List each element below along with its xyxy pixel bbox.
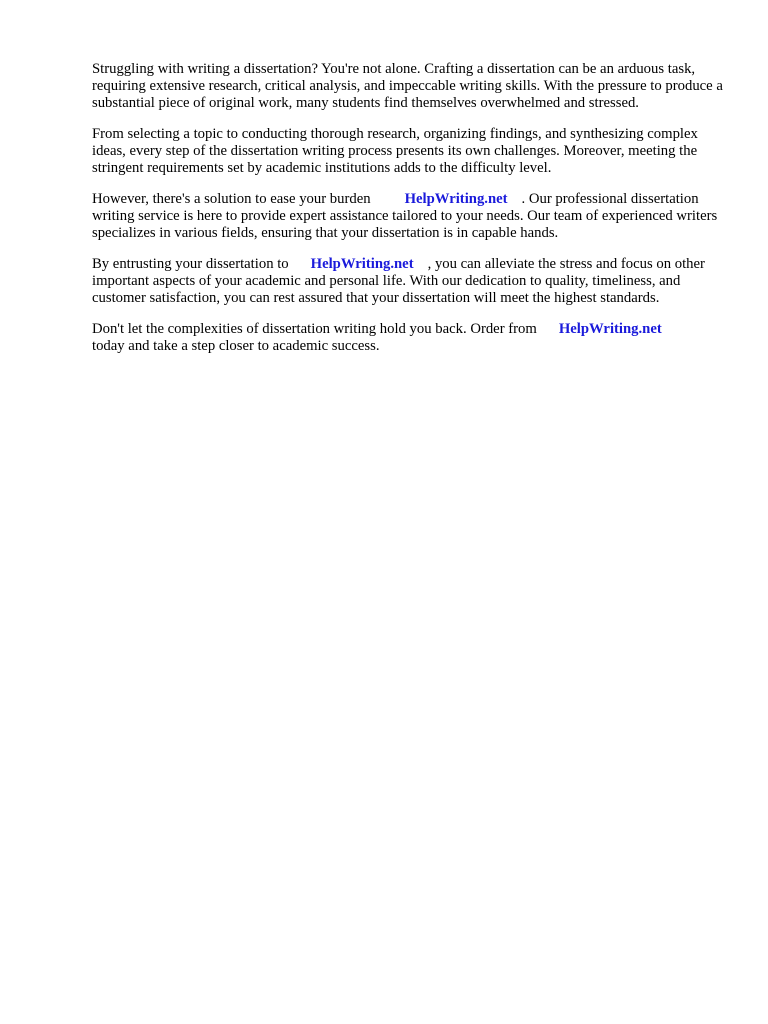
helpwriting-link-1[interactable]: HelpWriting.net [404, 191, 508, 207]
helpwriting-link-2[interactable]: HelpWriting.net [310, 256, 414, 272]
paragraph-solution-text-before: However, there's a solution to ease your burden [92, 191, 371, 207]
paragraph-solution-text-after: . Our professional dissertation writing service is here to provide expert assistance tailored to your needs. Our team of experienced writers specializes in various fields, ensuring that your dissertation is in capable hands. [92, 191, 718, 241]
paragraph-entrusting-text-before: By entrusting your dissertation to [92, 256, 289, 272]
document-body [92, 61, 732, 369]
paragraph-intro: Struggling with writing a dissertation? You're not alone. Crafting a dissertation can be an arduous task, requiring extensive research, critical analysis, and impeccable writing skills. With the pressure to produce a substantial piece of original work, many students find themselves overwhelmed and stressed. [92, 61, 723, 111]
paragraph-challenges: From selecting a topic to conducting thorough research, organizing findings, and synthesizing complex ideas, every step of the dissertation writing process presents its own challenges. Moreover, meeting the stringent requirements set by academic institutions adds to the difficulty level. [92, 126, 698, 176]
paragraph-entrusting-text-after: , you can alleviate the stress and focus on other important aspects of your academic and personal life. With our dedication to quality, timeliness, and customer satisfaction, you can rest assured that your dissertation will meet the highest standards. [92, 256, 705, 306]
paragraph-entrusting [92, 256, 732, 307]
paragraph-closing-text-after: today and take a step closer to academic success. [92, 338, 380, 354]
helpwriting-link-3[interactable]: HelpWriting.net [558, 321, 662, 337]
paragraph-closing [92, 321, 732, 355]
paragraph-closing-text-before: Don't let the complexities of dissertation writing hold you back. Order from [92, 321, 537, 337]
paragraph-solution [92, 191, 732, 242]
